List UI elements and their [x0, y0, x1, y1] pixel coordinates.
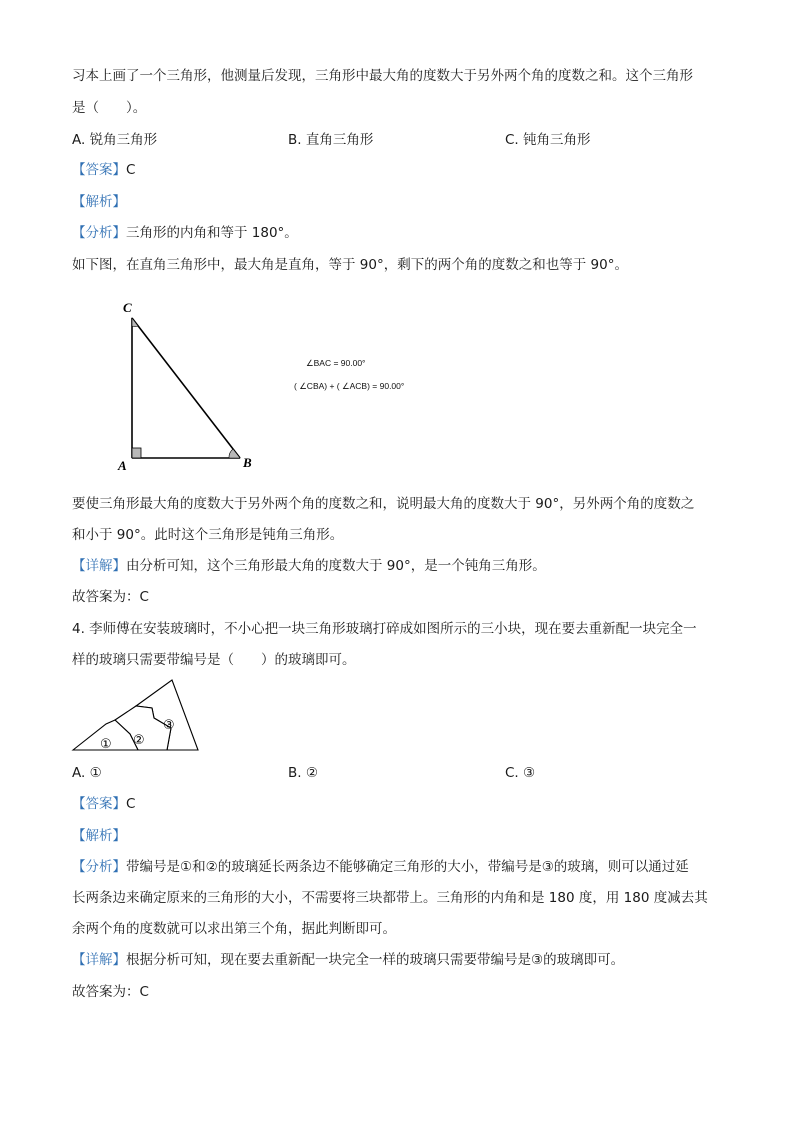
piece-label-1: ① — [100, 737, 112, 752]
q4-answer-value: C — [126, 796, 136, 812]
q4-fenxi-line1 — [72, 857, 689, 877]
q3-fenxi-tag: 【分析】 — [72, 225, 126, 241]
piece-label-2: ② — [133, 733, 145, 748]
right-triangle-figure — [112, 296, 272, 474]
q3-stem-line1: 习本上画了一个三角形，他测量后发现，三角形中最大角的度数大于另外两个角的度数之和。这个三角形 — [72, 68, 693, 84]
q3-stem-line2: 是（ ）。 — [72, 100, 147, 116]
q4-fenxi-line2: 长两条边来确定原来的三角形的大小，不需要将三块都带上。三角形的内角和是 180 度，用 180 度减去其 — [72, 890, 708, 906]
q4-detail — [72, 950, 624, 970]
angle-c-marker — [132, 318, 138, 327]
q3-option-c: C. 钝角三角形 — [505, 132, 591, 148]
q3-fenxi — [72, 223, 298, 243]
q4-fenxi-line3: 余两个角的度数就可以求出第三个角，据此判断即可。 — [72, 921, 396, 937]
q4-fenxi-tag: 【分析】 — [72, 859, 126, 875]
q4-stem-line1: 4. 李师傅在安装玻璃时，不小心把一块三角形玻璃打碎成如图所示的三小块，现在要去重新配一块完全一 — [72, 621, 697, 637]
q3-detail-text: 由分析可知，这个三角形最大角的度数大于 90°，是一个钝角三角形。 — [126, 558, 546, 574]
q4-detail-text: 根据分析可知，现在要去重新配一块完全一样的玻璃只需要带编号是③的玻璃即可。 — [126, 952, 625, 968]
q3-answer — [72, 160, 135, 180]
q4-analysis-tag: 【解析】 — [72, 828, 126, 844]
q3-detail-tag: 【详解】 — [72, 558, 126, 574]
formula-angle-sum: ( ∠CBA) + ( ∠ACB) = 90.00° — [294, 381, 405, 391]
q3-answer-value: C — [126, 162, 136, 178]
q4-stem-line2: 样的玻璃只需要带编号是（ ）的玻璃即可。 — [72, 652, 356, 668]
q4-fenxi-text1: 带编号是①和②的玻璃延长两条边不能够确定三角形的大小，带编号是③的玻璃，则可以通过延 — [126, 859, 689, 875]
vertex-label-b: B — [243, 455, 252, 470]
q3-analysis-heading — [72, 192, 126, 212]
formula-angle-bac: ∠BAC = 90.00° — [306, 358, 366, 368]
q4-option-b: B. ② — [288, 765, 318, 781]
vertex-label-a: A — [118, 458, 127, 473]
q3-answer-tag: 【答案】 — [72, 162, 126, 178]
q3-para2-line2: 和小于 90°。此时这个三角形是钝角三角形。 — [72, 527, 344, 543]
q3-option-a: A. 锐角三角形 — [72, 132, 158, 148]
q4-option-a: A. ① — [72, 765, 102, 781]
q4-detail-tag: 【详解】 — [72, 952, 126, 968]
q4-analysis-heading — [72, 826, 126, 846]
q3-detail — [72, 556, 546, 576]
q3-para1: 如下图，在直角三角形中，最大角是直角，等于 90°，剩下的两个角的度数之和也等于 90°。 — [72, 257, 628, 273]
q3-analysis-tag: 【解析】 — [72, 194, 126, 210]
q3-para2-line1: 要使三角形最大角的度数大于另外两个角的度数之和，说明最大角的度数大于 90°，另外两个角的度数之 — [72, 496, 695, 512]
q4-final-answer: 故答案为：C — [72, 984, 149, 1000]
q3-option-b: B. 直角三角形 — [288, 132, 374, 148]
q4-answer — [72, 794, 135, 814]
q4-answer-tag: 【答案】 — [72, 796, 126, 812]
broken-glass-figure — [70, 676, 202, 754]
q4-option-c: C. ③ — [505, 765, 536, 781]
q3-final-answer: 故答案为：C — [72, 589, 149, 605]
right-angle-marker — [132, 448, 141, 458]
piece-label-3: ③ — [163, 718, 175, 733]
vertex-label-c: C — [123, 300, 132, 315]
q3-fenxi-text: 三角形的内角和等于 180°。 — [126, 225, 298, 241]
